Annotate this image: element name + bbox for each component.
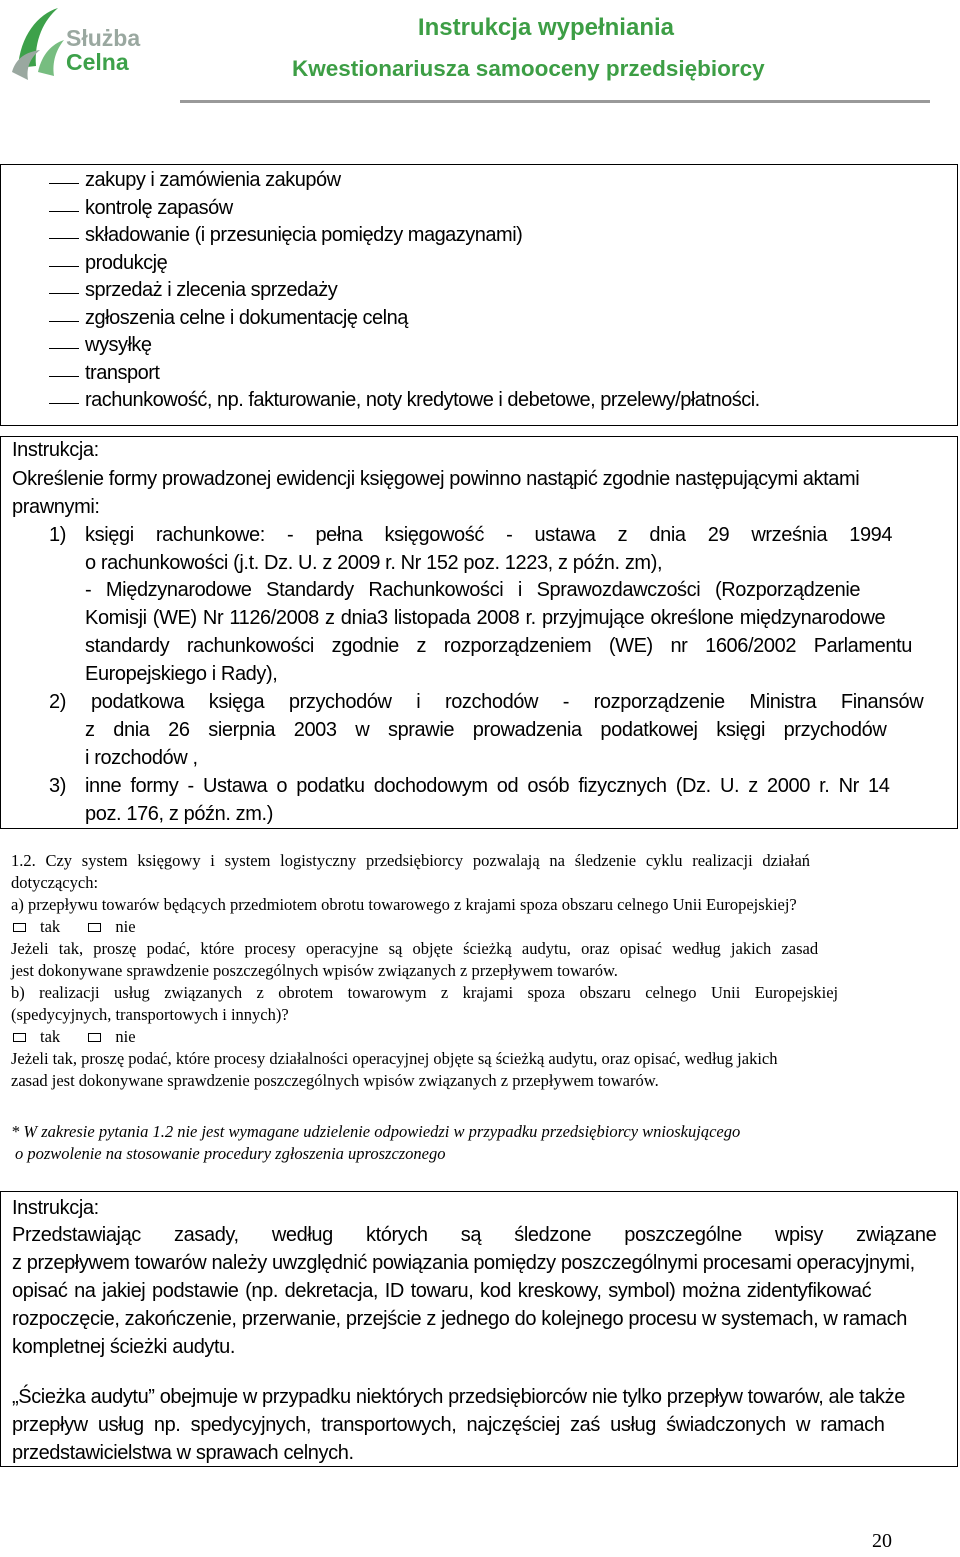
option-label: tak	[40, 917, 61, 936]
legal-item-line: - Międzynarodowe Standardy Rachunkowości i Sprawozdawczości (Rozporządzenie	[85, 579, 861, 601]
list-item-text: kontrolę zapasów	[85, 196, 233, 219]
list-item-text: wysyłkę	[85, 334, 152, 356]
instruction-text-line: przepływ usług np. spedycyjnych, transportowych, najczęściej zaś usług świadczonych w ramach	[12, 1414, 885, 1436]
logo-wordmark	[66, 26, 140, 74]
list-item-text: zgłoszenia celne i dokumentację celną	[85, 306, 408, 329]
question-text: a) przepływu towarów będących przedmiotem obrotu towarowego z krajami spoza obszaru celnego Unii Europejskiej?	[11, 895, 797, 914]
question-text: 1.2. Czy system księgowy i system logistyczny przedsiębiorcy pozwalają na śledzenie cyklu realizacji działań	[11, 851, 811, 870]
instruction-text-line: opisać na jakiej podstawie (np. dekretacja, ID towaru, kod kreskowy, symbol) można zidentyfikować	[12, 1280, 872, 1302]
answer-options-b	[11, 1027, 136, 1047]
option-label: nie	[115, 917, 136, 936]
checkbox-tak-a[interactable]	[13, 923, 26, 932]
legal-item-line: poz. 176, z późn. zm.)	[85, 803, 273, 825]
legal-item-line: Europejskiego i Rady),	[85, 663, 278, 685]
list-item-text: rachunkowość, np. fakturowanie, noty kredytowe i debetowe, przelewy/płatności.	[85, 389, 760, 411]
list-number: 3)	[49, 775, 66, 797]
instruction-text: Określenie formy prowadzonej ewidencji księgowej powinno nastąpić zgodnie następującymi aktami	[12, 468, 860, 490]
question-text: jest dokonywane sprawdzenie poszczególnych wpisów związanych z przepływem towarów.	[11, 961, 618, 980]
question-text: Jeżeli tak, proszę podać, które procesy operacyjne są objęte ścieżką audytu, oraz opisać według jakich zasad	[11, 939, 819, 958]
list-number: 2)	[49, 691, 66, 713]
legal-item-line: z dnia 26 sierpnia 2003 w sprawie prowadzenia podatkowej księgi przychodów	[85, 719, 887, 741]
legal-item-line: Komisji (WE) Nr 1126/2008 z dnia3 listopada 2008 r. przyjmujące określone międzynarodowe	[85, 607, 886, 629]
instruction-text-line: z przepływem towarów należy uwzględnić powiązania pomiędzy poszczególnymi procesami operacyjnymi,	[12, 1252, 915, 1274]
list-item-text: transport	[85, 361, 160, 384]
question-text: zasad jest dokonywane sprawdzenie poszczególnych wpisów związanych z przepływem towarów.	[11, 1071, 659, 1090]
list-item-text: produkcję	[85, 251, 168, 274]
instruction-text-line: prawnymi:	[12, 496, 100, 518]
footnote: * W zakresie pytania 1.2 nie jest wymagane udzielenie odpowiedzi w przypadku przedsiębiorcy wnioskującego	[11, 1122, 741, 1141]
legal-item-line: podatkowa księga przychodów i rozchodów - rozporządzenie Ministra Finansów	[91, 691, 924, 713]
question-text: Jeżeli tak, proszę podać, które procesy działalności operacyjnej objęte są ścieżką audytu, oraz opisać, według jakich	[11, 1049, 778, 1068]
instruction-text-line: kompletnej ścieżki audytu.	[12, 1336, 236, 1358]
instruction-label: Instrukcja:	[12, 1197, 99, 1219]
legal-item-line: i rozchodów ,	[85, 747, 198, 769]
checkbox-tak-b[interactable]	[13, 1033, 26, 1042]
list-number: 1)	[49, 524, 66, 546]
question-text: (spedycyjnych, transportowych i innych)?	[11, 1005, 289, 1024]
question-text: dotyczących:	[11, 873, 99, 892]
logo-line2: Celna	[66, 49, 129, 76]
audit-trail-instruction-box	[0, 1191, 958, 1467]
legal-item-line: inne formy - Ustawa o podatku dochodowym od osób fizycznych (Dz. U. z 2000 r. Nr 14	[85, 775, 890, 797]
option-label: nie	[115, 1027, 136, 1046]
page-number: 20	[872, 1530, 892, 1552]
header-divider	[180, 100, 930, 103]
checkbox-nie-a[interactable]	[88, 923, 101, 932]
list-item-text: sprzedaż i zlecenia sprzedaży	[85, 279, 338, 301]
instruction-text-line: rozpoczęcie, zakończenie, przerwanie, przejście z jednego do kolejnego procesu w systemach, w ramach	[12, 1308, 907, 1330]
option-label: tak	[40, 1027, 61, 1046]
instruction-text-line	[12, 468, 946, 491]
answer-options-a	[11, 917, 136, 937]
accounting-instruction-box	[0, 436, 958, 829]
footnote: o pozwolenie na stosowanie procedury zgłoszenia uproszczonego	[15, 1144, 446, 1163]
legal-item-line: księgi rachunkowe: - pełna księgowość - ustawa z dnia 29 września 1994	[85, 524, 893, 546]
header-title: Instrukcja wypełniania	[417, 14, 674, 41]
header-subtitle: Kwestionariusza samooceny przedsiębiorcy	[292, 56, 765, 81]
instruction-label: Instrukcja:	[12, 439, 99, 461]
checkbox-nie-b[interactable]	[88, 1033, 101, 1042]
logo-line1: Służba	[66, 25, 141, 51]
list-item-text: zakupy i zamówienia zakupów	[85, 169, 341, 191]
question-text: b) realizacji usług związanych z obrotem towarowym z krajami spoza obszaru celnego Unii Europejskiej	[11, 983, 839, 1002]
legal-item-line: standardy rachunkowości zgodnie z rozporządzeniem (WE) nr 1606/2002 Parlamentu	[85, 635, 912, 657]
instruction-text-line: Przedstawiając zasady, według których są śledzone poszczególne wpisy związane	[12, 1224, 937, 1246]
list-item-text: składowanie (i przesunięcia pomiędzy magazynami)	[85, 224, 523, 246]
instruction-text-line: przedstawicielstwa w sprawach celnych.	[12, 1442, 354, 1464]
instruction-text-line: „Ścieżka audytu” obejmuje w przypadku niektórych przedsiębiorców nie tylko przepływ towarów, ale także	[12, 1386, 905, 1408]
process-list-box	[0, 164, 958, 426]
legal-item-line: o rachunkowości (j.t. Dz. U. z 2009 r. Nr 152 poz. 1223, z późn. zm),	[85, 552, 663, 574]
